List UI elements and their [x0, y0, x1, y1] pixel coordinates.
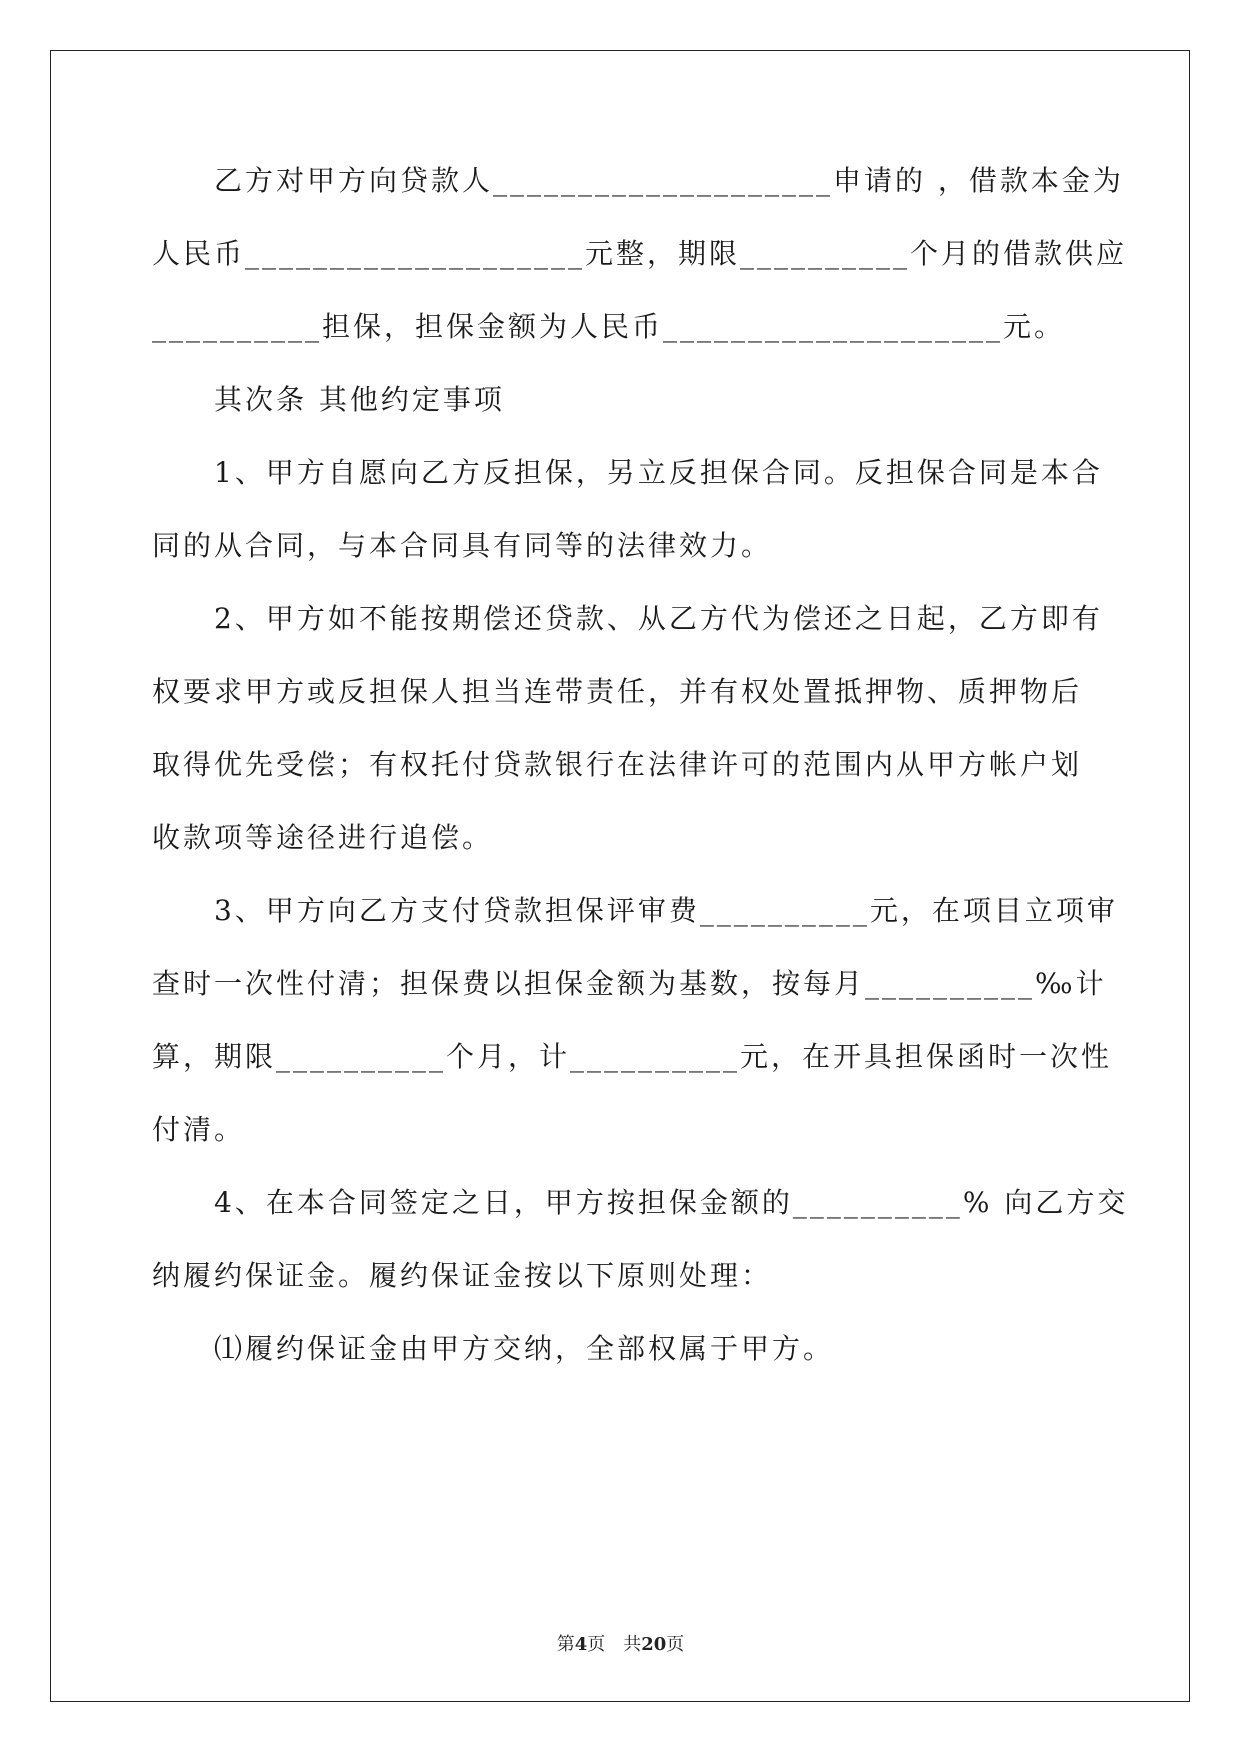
paragraph-line: 同的从合同，与本合同具有同等的法律效力。 [152, 529, 773, 562]
paragraph-line: 纳履约保证金。履约保证金按以下原则处理： [152, 1259, 773, 1292]
paragraph-line: 1、甲方自愿向乙方反担保，另立反担保合同。反担保合同是本合 [214, 456, 1103, 489]
paragraph-line: 3、甲方向乙方支付贷款担保评审费__________元，在项目立项审 [214, 894, 1118, 927]
paragraph-line: 查时一次性付清；担保费以担保金额为基数，按每月__________‰计 [152, 967, 1107, 1000]
paragraph-line: 收款项等途径进行追偿。 [152, 821, 494, 854]
page-footer [0, 1630, 1241, 1656]
page-border [50, 50, 1190, 1702]
paragraph-line: 乙方对甲方向贷款人____________________申请的 ，借款本金为 [214, 164, 1124, 197]
current-page-number: 4 [574, 1634, 588, 1655]
footer-prefix: 第 [556, 1634, 575, 1655]
total-pages-number: 20 [641, 1634, 667, 1655]
section-heading: 其次条 其他约定事项 [214, 383, 505, 416]
paragraph-line: 权要求甲方或反担保人担当连带责任，并有权处置抵押物、质押物后 [152, 675, 1083, 708]
paragraph-line: 2、甲方如不能按期偿还贷款、从乙方代为偿还之日起，乙方即有 [214, 602, 1103, 635]
paragraph-line: __________担保，担保金额为人民币____________________元。 [152, 310, 1066, 343]
paragraph-line: 人民币____________________元整，期限__________个月的借款供应 [152, 237, 1128, 270]
footer-middle: 页 共 [587, 1634, 642, 1655]
paragraph-line: 算，期限__________个月，计__________元，在开具担保函时一次性 [152, 1040, 1113, 1073]
footer-suffix: 页 [666, 1634, 685, 1655]
paragraph-line: 4、在本合同签定之日，甲方按担保金额的__________% 向乙方交 [214, 1186, 1129, 1219]
paragraph-line: 取得优先受偿；有权托付贷款银行在法律许可的范围内从甲方帐户划 [152, 748, 1083, 781]
paragraph-line: ⑴履约保证金由甲方交纳，全部权属于甲方。 [214, 1332, 835, 1365]
paragraph-line: 付清。 [152, 1113, 246, 1146]
